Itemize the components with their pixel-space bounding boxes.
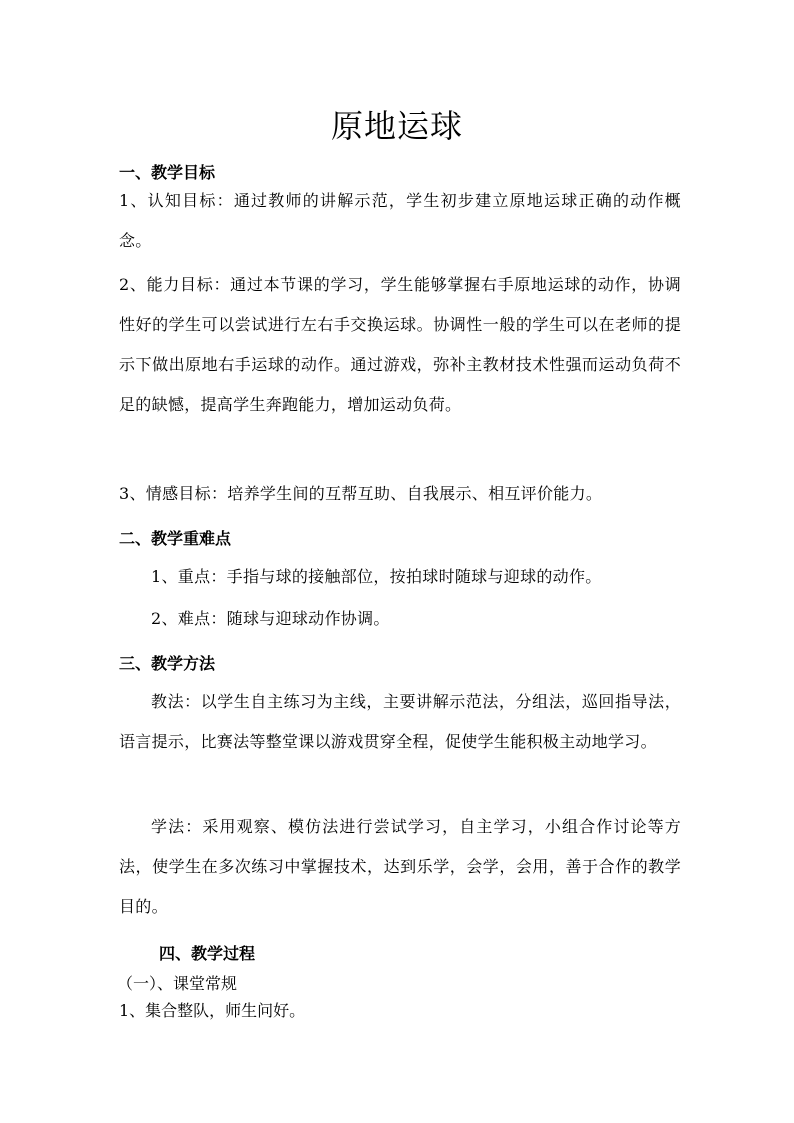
key-point-focus: 1、重点：手指与球的接触部位，按拍球时随球与迎球的动作。 bbox=[151, 567, 602, 586]
objective-ability: 2、能力目标：通过本节课的学习，学生能够掌握右手原地运球的动作，协调性好的学生可以尝试进行左右手交换运球。协调性一般的学生可以在老师的提示下做出原地右手运球的动作。通过游戏，弥补主教材技术性强而运动负荷不足的缺憾，提高学生奔跑能力，增加运动负荷。 bbox=[119, 275, 681, 414]
objective-emotional: 3、情感目标：培养学生间的互帮互助、自我展示、相互评价能力。 bbox=[119, 484, 603, 503]
methods-heading: 三、教学方法 bbox=[119, 654, 216, 673]
process-item-1: 1、集合整队，师生问好。 bbox=[119, 1001, 306, 1020]
process-subheading: （一）、课堂常规 bbox=[117, 974, 238, 993]
objective-cognitive: 1、认知目标：通过教师的讲解示范，学生初步建立原地运球正确的动作概念。 bbox=[119, 191, 681, 250]
document-title: 原地运球 bbox=[330, 107, 463, 145]
process-heading: 四、教学过程 bbox=[159, 944, 256, 963]
teaching-method: 教法：以学生自主练习为主线，主要讲解示范法，分组法，巡回指导法，语言提示，比赛法等整堂课以游戏贯穿全程，促使学生能积极主动地学习。 bbox=[119, 692, 681, 751]
key-points-heading: 二、教学重难点 bbox=[119, 529, 232, 548]
learning-method: 学法：采用观察、模仿法进行尝试学习，自主学习，小组合作讨论等方法，使学生在多次练习中掌握技术，达到乐学，会学，会用，善于合作的教学目的。 bbox=[119, 817, 681, 916]
objectives-heading: 一、教学目标 bbox=[119, 163, 216, 182]
key-point-difficulty: 2、难点：随球与迎球动作协调。 bbox=[151, 609, 390, 628]
